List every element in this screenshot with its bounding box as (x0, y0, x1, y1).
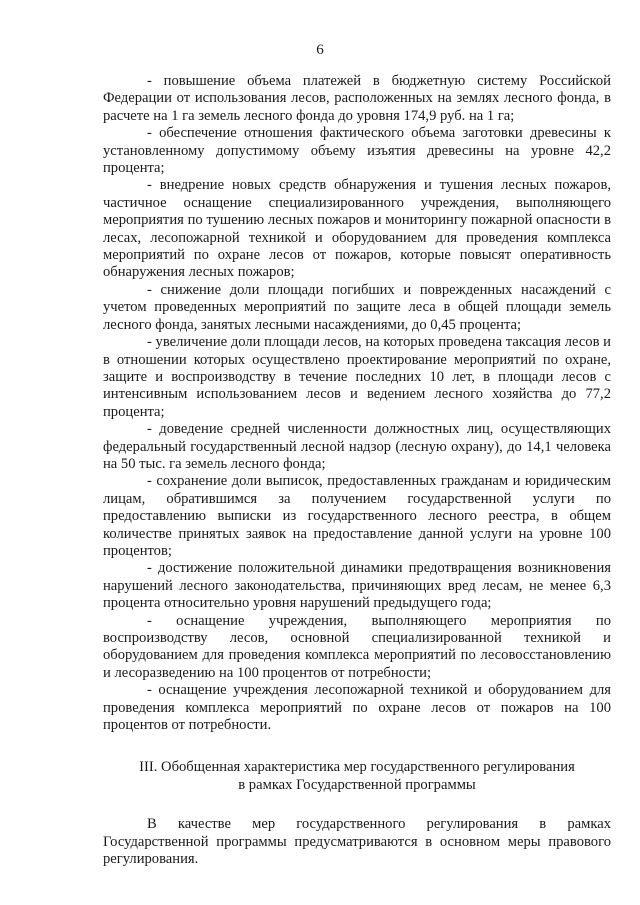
bullet-item: - снижение доли площади погибших и поврежденных насаждений с учетом проведенных мероприятий по защите леса в общей площади земель лесного фонда, занятых лесными насаждениями, до 0,45 процента; (103, 281, 611, 333)
section-heading (103, 758, 611, 794)
bullet-item: - внедрение новых средств обнаружения и тушения лесных пожаров, частичное оснащение специализированного учреждения, выполняющего мероприятия по тушению лесных пожаров и мониторингу пожарной опасности в лесах, лесопожарной техникой и оборудованием для проведения комплекса мероприятий по охране лесов от пожаров, которые повысят оперативность обнаружения лесных пожаров; (103, 177, 611, 281)
bullet-item: - увеличение доли площади лесов, на которых проведена таксация лесов и в отношении которых осуществлено проектирование мероприятий по охране, защите и воспроизводству в течение последних 10 лет, в площади лесов с интенсивным использованием лесов и ведением лесного хозяйства до 77,2 процента; (103, 334, 611, 420)
document-body (103, 73, 611, 869)
bullet-item: - оснащение учреждения лесопожарной техникой и оборудованием для проведения комплекса мероприятий по охране лесов от пожаров на 100 процентов от потребности. (103, 682, 611, 734)
bullet-item: - повышение объема платежей в бюджетную систему Российской Федерации от использования лесов, расположенных на землях лесного фонда, в расчете на 1 га земель лесного фонда до уровня 174,9 руб. на 1 га; (103, 73, 611, 124)
bullet-item: - доведение средней численности должностных лиц, осуществляющих федеральный государственный лесной надзор (лесную охрану), до 14,1 человека на 50 тыс. га земель лесного фонда; (103, 421, 611, 472)
bullet-item: - достижение положительной динамики предотвращения возникновения нарушений лесного законодательства, причиняющих вред лесам, не менее 6,3 процента относительно уровня нарушений предыдущего года; (103, 560, 611, 612)
body-paragraph: В качестве мер государственного регулирования в рамках Государственной программы предусматриваются в основном меры правового регулирования. (103, 816, 611, 868)
bullet-item: - оснащение учреждения, выполняющего мероприятия по воспроизводству лесов, основной специализированной техникой и оборудованием для проведения комплекса мероприятий по лесовосстановлению и лесоразведению на 100 процентов от потребности; (103, 612, 611, 681)
section-heading-line: в рамках Государственной программы (238, 777, 476, 794)
bullet-item: - обеспечение отношения фактического объема заготовки древесины к установленному допустимому объему изъятия древесины на уровне 42,2 процента; (103, 125, 611, 177)
page-number: 6 (316, 42, 324, 58)
section-heading-line: III. Обобщенная характеристика мер государственного регулирования (139, 759, 575, 776)
bullet-item: - сохранение доли выписок, предоставленных гражданам и юридическим лицам, обратившимся за получением государственной услуги по предоставлению выписки из государственного лесного реестра, в общем количестве принятых заявок на предоставление данной услуги на уровне 100 процентов; (103, 473, 611, 559)
